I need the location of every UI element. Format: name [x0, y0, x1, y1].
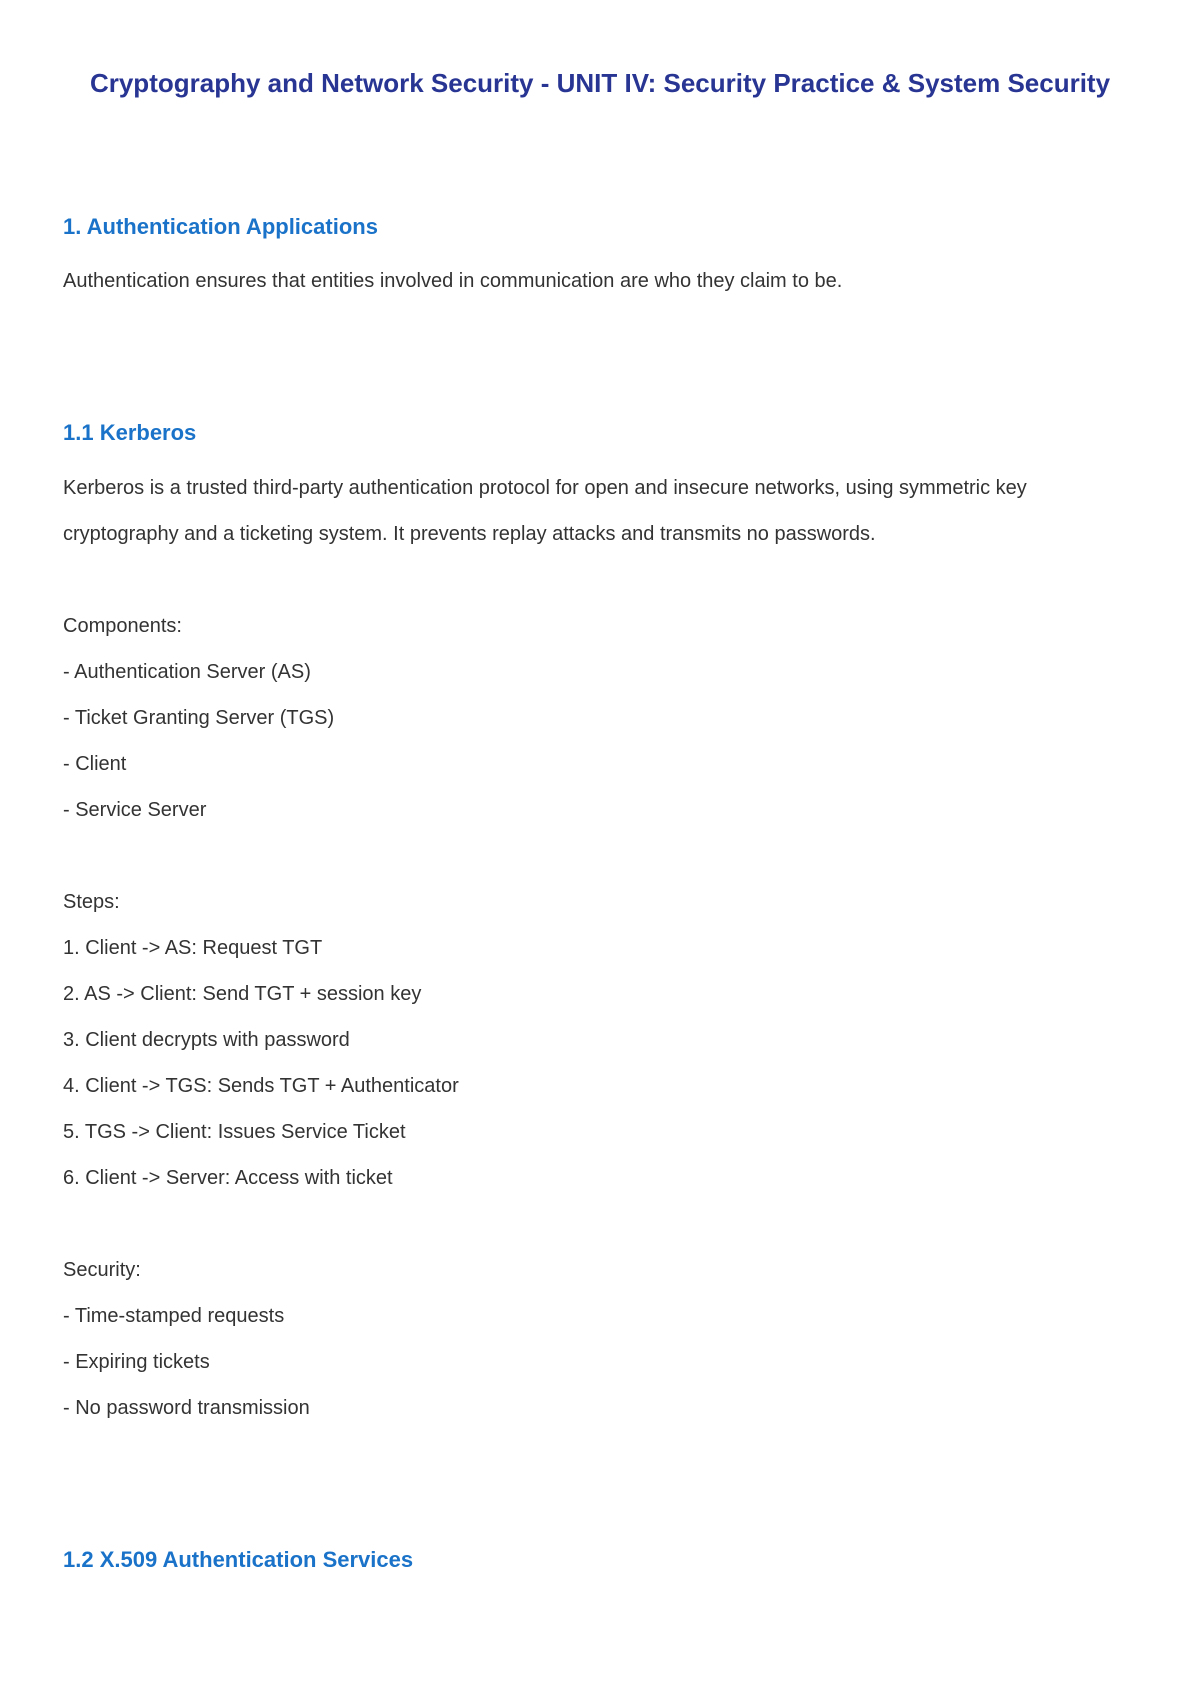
kerberos-intro-line: Kerberos is a trusted third-party authentication protocol for open and insecure networks, using symmetric key	[63, 477, 1027, 499]
component-item: - Service Server	[63, 799, 207, 821]
step-item: 6. Client -> Server: Access with ticket	[63, 1167, 393, 1189]
section-heading-kerberos: 1.1 Kerberos	[63, 420, 197, 445]
kerberos-intro-line: cryptography and a ticketing system. It prevents replay attacks and transmits no passwords.	[63, 523, 876, 545]
section-heading-authentication-applications: 1. Authentication Applications	[63, 214, 378, 239]
security-label: Security:	[63, 1259, 141, 1281]
security-item: - Expiring tickets	[63, 1351, 210, 1373]
components-label: Components:	[63, 615, 182, 637]
kerberos-components-list	[63, 603, 334, 833]
security-item: - No password transmission	[63, 1397, 310, 1419]
component-item: - Client	[63, 753, 127, 775]
step-item: 1. Client -> AS: Request TGT	[63, 937, 323, 959]
component-item: - Authentication Server (AS)	[63, 661, 311, 683]
component-item: - Ticket Granting Server (TGS)	[63, 707, 335, 729]
security-item: - Time-stamped requests	[63, 1305, 285, 1327]
step-item: 4. Client -> TGS: Sends TGT + Authenticator	[63, 1075, 459, 1097]
section-heading-x509: 1.2 X.509 Authentication Services	[63, 1547, 414, 1572]
step-item: 3. Client decrypts with password	[63, 1029, 350, 1051]
kerberos-security-list	[63, 1247, 310, 1431]
kerberos-steps-list	[63, 879, 459, 1201]
document-title: Cryptography and Network Security - UNIT IV: Security Practice & System Security	[89, 68, 1111, 98]
step-item: 2. AS -> Client: Send TGT + session key	[63, 983, 422, 1005]
steps-label: Steps:	[63, 891, 120, 913]
step-item: 5. TGS -> Client: Issues Service Ticket	[63, 1121, 406, 1143]
authentication-definition-line: Authentication ensures that entities involved in communication are who they claim to be.	[63, 270, 843, 292]
kerberos-intro-paragraph	[63, 465, 1143, 557]
authentication-definition-text	[63, 258, 1143, 304]
